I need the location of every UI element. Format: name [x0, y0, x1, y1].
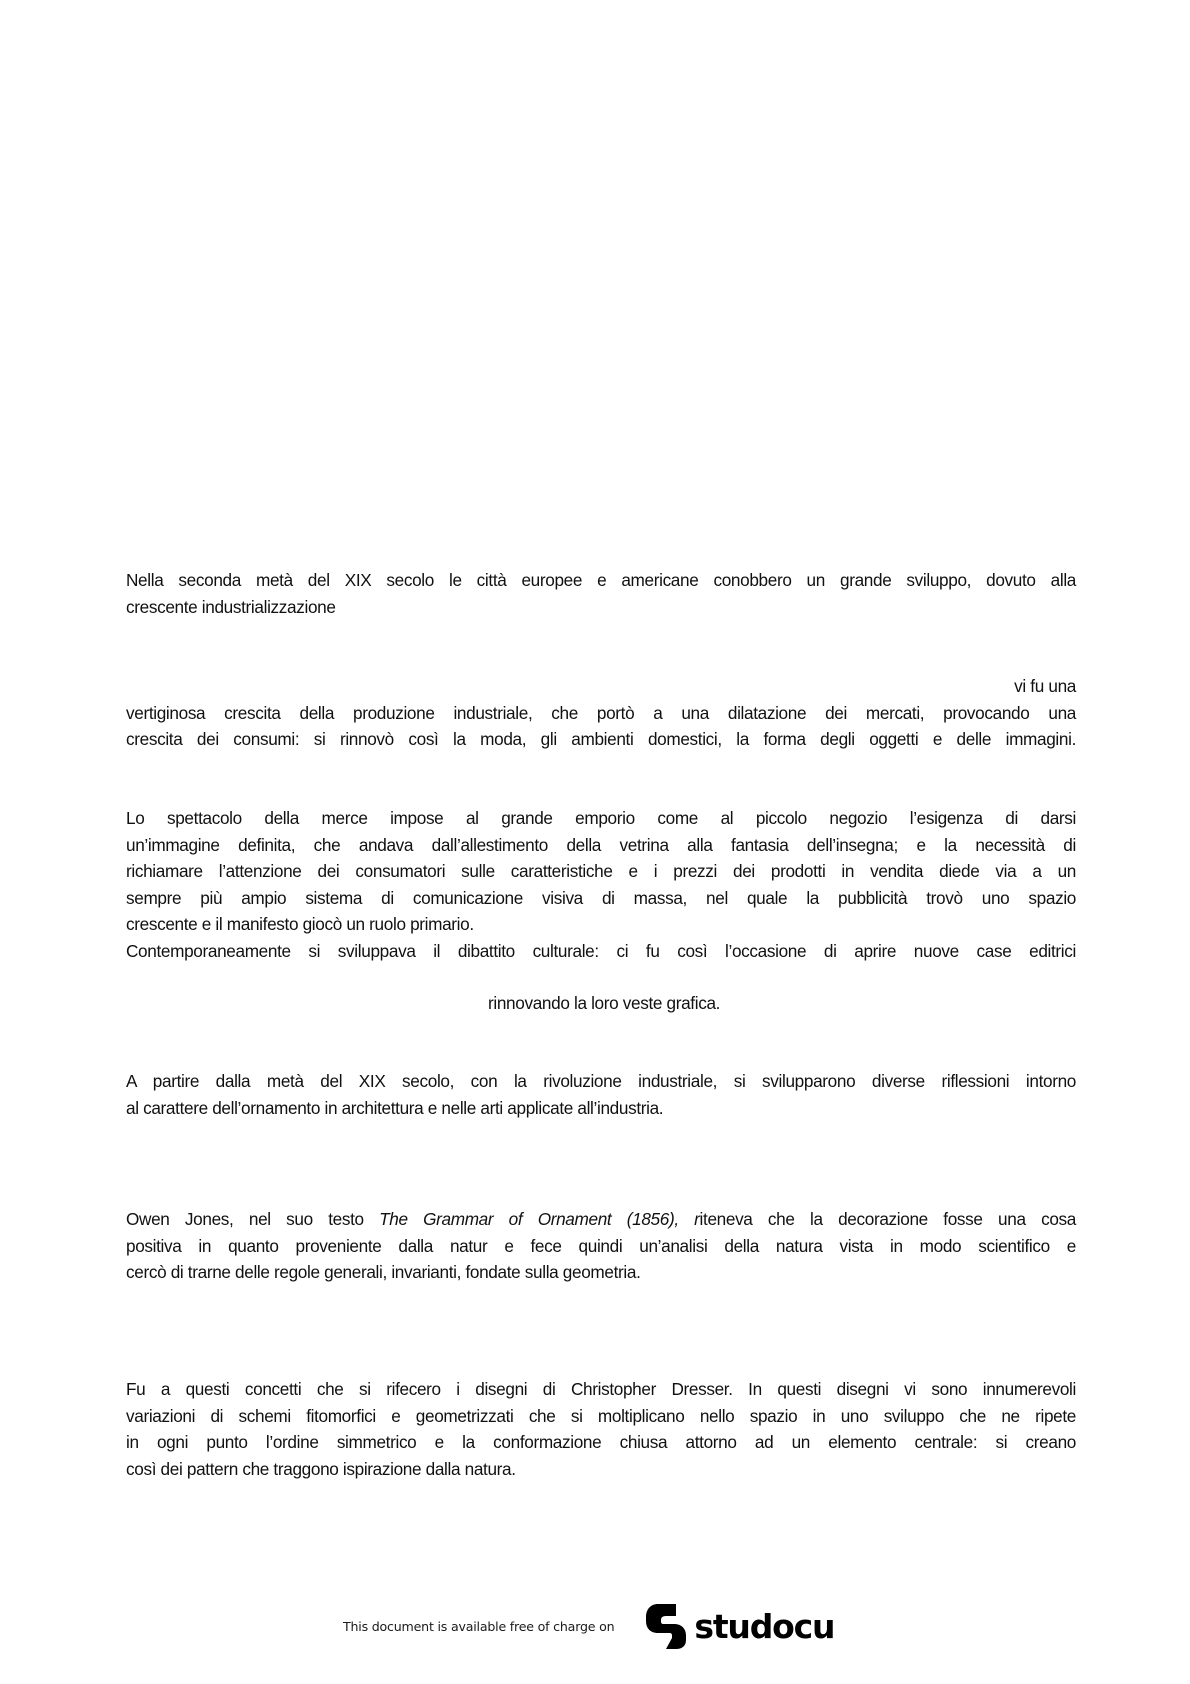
paragraph-industrial-growth — [126, 673, 1076, 753]
text-fragment: iteneva che la decorazione fosse una cosa — [699, 1209, 1076, 1229]
text-line: crescita dei consumi: si rinnovò così la moda, gli ambienti domestici, la forma degli oggetti e delle immagini. — [126, 729, 1076, 749]
studocu-footer — [343, 1604, 834, 1648]
studocu-wordmark: studocu — [694, 1606, 835, 1646]
text-line: un’immagine definita, che andava dall’allestimento della vetrina alla fantasia dell’insegna; e la necessità di — [126, 834, 1076, 855]
text-line: al carattere dell’ornamento in architettura e nelle arti applicate all’industria. — [126, 1097, 664, 1118]
text-line: vi fu una — [1014, 676, 1076, 696]
text-line: sempre più ampio sistema di comunicazione visiva di massa, nel quale la pubblicità trovò uno spazio — [126, 887, 1076, 908]
paragraph-city-development — [126, 567, 1076, 620]
text-line: cercò di trarne delle regole generali, invarianti, fondate sulla geometria. — [126, 1262, 641, 1282]
text-line: vertiginosa crescita della produzione industriale, che portò a una dilatazione dei mercati, provocando una — [126, 702, 1076, 723]
text-line: crescente e il manifesto giocò un ruolo primario. — [126, 914, 474, 934]
text-line: Lo spettacolo della merce impose al grande emporio come al piccolo negozio l’esigenza di darsi — [126, 808, 1076, 828]
text-line: così dei pattern che traggono ispirazione dalla natura. — [126, 1458, 516, 1479]
text-line: rinnovando la loro veste grafica. — [488, 993, 721, 1013]
paragraph-owen-jones — [126, 1206, 1076, 1286]
book-title: The Grammar of Ornament (1856), r — [379, 1209, 700, 1229]
paragraph-ornament-reflections — [126, 1068, 1076, 1121]
text-line: Nella seconda metà del XIX secolo le città europee e americane conobbero un grande sviluppo, dovuto alla — [126, 570, 1076, 590]
text-line: positiva in quanto proveniente dalla natur e fece quindi un’analisi della natura vista in modo scientifico e — [126, 1235, 1076, 1256]
studocu-logo-link[interactable] — [644, 1602, 834, 1650]
text-line: richiamare l’attenzione dei consumatori sulle caratteristiche e i prezzi dei prodotti in vendita diede via a un — [126, 861, 1076, 881]
text-line: Fu a questi concetti che si rifecero i disegni di Christopher Dresser. In questi disegni vi sono innumerevoli — [126, 1379, 1076, 1399]
text-line: Contemporaneamente si sviluppava il dibattito culturale: ci fu così l’occasione di aprire nuove case editrici — [126, 940, 1076, 961]
paragraph-christopher-dresser — [126, 1376, 1076, 1482]
text-line: crescente industrializzazione — [126, 596, 336, 617]
availability-notice: This document is available free of charge on — [343, 1618, 615, 1634]
text-line — [126, 1206, 1076, 1233]
studocu-logo-icon — [644, 1602, 688, 1650]
paragraph-merchandise-spectacle — [126, 805, 1076, 964]
text-line: A partire dalla metà del XIX secolo, con la rivoluzione industriale, si svilupparono diverse riflessioni intorno — [126, 1071, 1076, 1091]
text-line: variazioni di schemi fitomorfici e geometrizzati che si moltiplicano nello spazio in uno sviluppo che ne ripete — [126, 1405, 1076, 1426]
text-fragment: Owen Jones, nel suo testo — [126, 1209, 380, 1229]
text-line: in ogni punto l’ordine simmetrico e la conformazione chiusa attorno ad un elemento centrale: si creano — [126, 1432, 1076, 1452]
